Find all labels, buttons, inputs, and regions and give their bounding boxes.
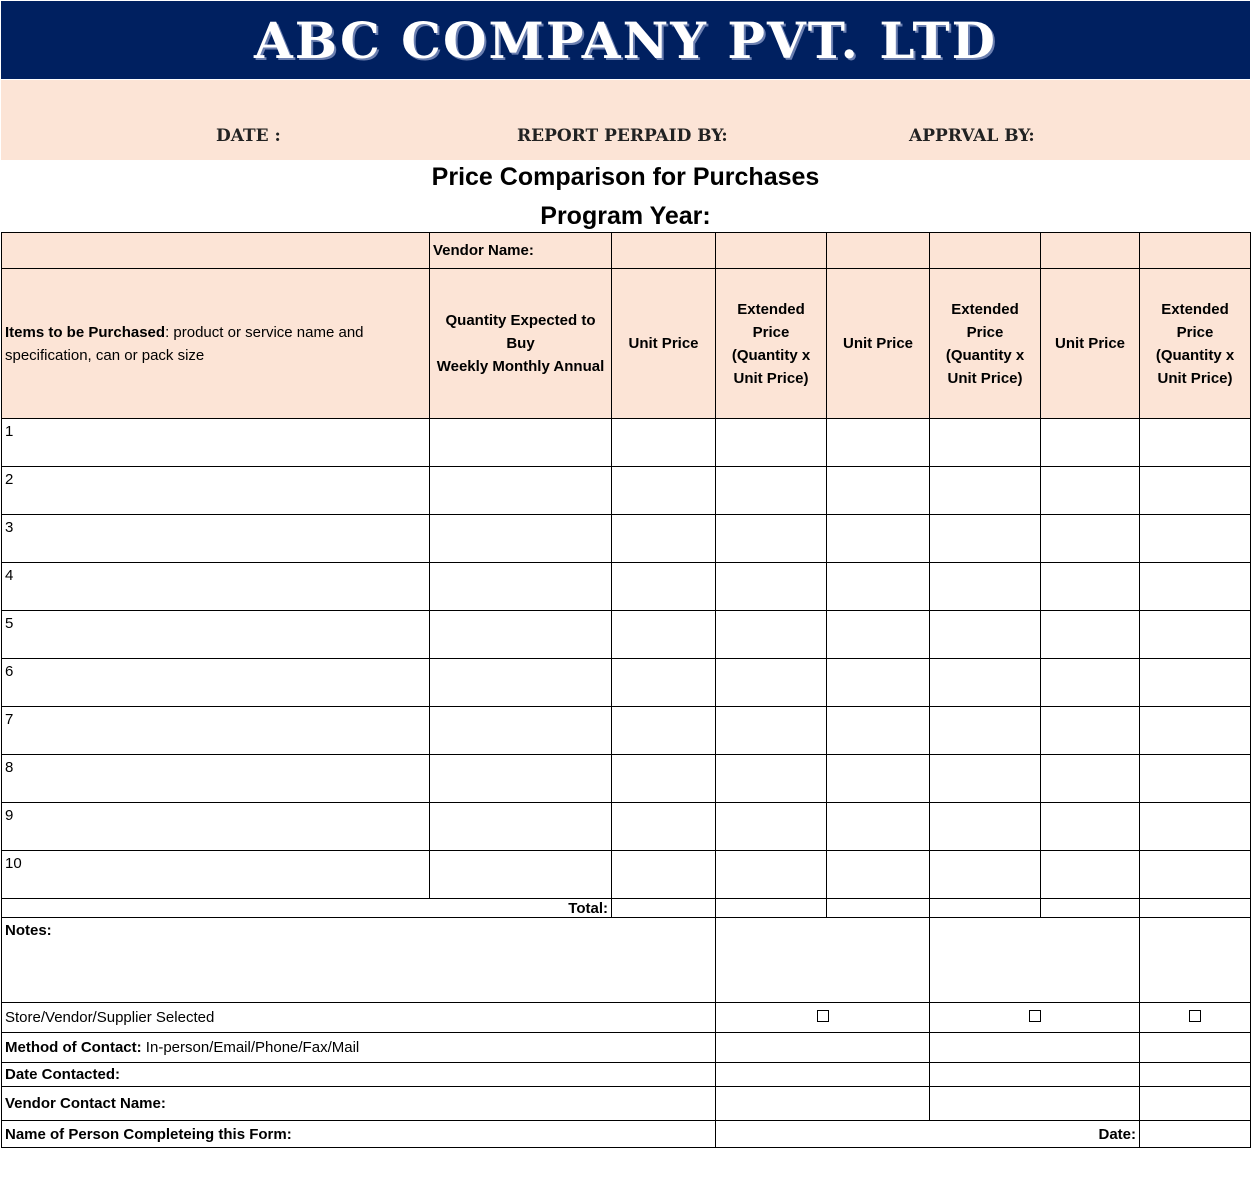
date-contacted-cell[interactable]: [1140, 1063, 1251, 1087]
extended-price-header: Extended Price (Quantity x Unit Price): [716, 269, 827, 419]
item-number[interactable]: 9: [2, 803, 430, 851]
item-cell[interactable]: [827, 803, 930, 851]
total-cell[interactable]: [930, 899, 1041, 918]
item-cell[interactable]: [930, 707, 1041, 755]
item-number[interactable]: 2: [2, 467, 430, 515]
item-cell[interactable]: [716, 563, 827, 611]
item-cell[interactable]: [1041, 755, 1140, 803]
item-number[interactable]: 7: [2, 707, 430, 755]
item-row: [2, 419, 1251, 467]
unit-price-header: Unit Price: [827, 269, 930, 419]
item-row: [2, 659, 1251, 707]
vendor-contact-row: [2, 1087, 1251, 1121]
item-row: [2, 563, 1251, 611]
item-cell[interactable]: [930, 611, 1041, 659]
item-cell[interactable]: [827, 611, 930, 659]
date-label: DATE :: [216, 126, 281, 146]
item-row: [2, 707, 1251, 755]
item-cell[interactable]: [1140, 851, 1251, 899]
item-number[interactable]: 8: [2, 755, 430, 803]
item-cell[interactable]: [430, 467, 612, 515]
item-number[interactable]: 10: [2, 851, 430, 899]
person-row: [2, 1121, 1251, 1148]
item-number[interactable]: 6: [2, 659, 430, 707]
person-label: Name of Person Completeing this Form:: [2, 1121, 716, 1148]
item-cell[interactable]: [827, 563, 930, 611]
item-cell[interactable]: [612, 851, 716, 899]
item-cell[interactable]: [1140, 419, 1251, 467]
item-cell[interactable]: [430, 563, 612, 611]
item-cell[interactable]: [827, 467, 930, 515]
vendor-name-cell[interactable]: [716, 233, 827, 269]
header-row: [2, 269, 1251, 419]
select-vendor-checkbox[interactable]: [1029, 1010, 1041, 1022]
item-row: [2, 467, 1251, 515]
item-cell[interactable]: [716, 419, 827, 467]
item-cell[interactable]: [1041, 851, 1140, 899]
meta-bar: [1, 80, 1250, 160]
item-cell[interactable]: [1041, 467, 1140, 515]
item-cell[interactable]: [1041, 659, 1140, 707]
price-comparison-table: [1, 232, 1251, 1148]
item-cell[interactable]: [716, 659, 827, 707]
item-cell[interactable]: [1140, 563, 1251, 611]
vendor-name-cell[interactable]: [612, 233, 716, 269]
date-contacted-cell[interactable]: [716, 1063, 930, 1087]
item-cell[interactable]: [430, 419, 612, 467]
page-subtitle: Program Year:: [540, 202, 711, 230]
item-cell[interactable]: [827, 851, 930, 899]
item-cell[interactable]: [430, 515, 612, 563]
item-row: [2, 803, 1251, 851]
method-cell[interactable]: [930, 1033, 1140, 1063]
vendor-name-cell[interactable]: [1140, 233, 1251, 269]
item-cell[interactable]: [930, 563, 1041, 611]
item-cell[interactable]: [930, 515, 1041, 563]
form-date-label: Date:: [716, 1121, 1140, 1148]
vendor-name-cell[interactable]: [827, 233, 930, 269]
item-cell[interactable]: [930, 851, 1041, 899]
vendor-name-cell[interactable]: [1041, 233, 1140, 269]
item-cell[interactable]: [612, 611, 716, 659]
item-number[interactable]: 1: [2, 419, 430, 467]
item-cell[interactable]: [716, 707, 827, 755]
item-cell[interactable]: [1140, 755, 1251, 803]
item-cell[interactable]: [612, 419, 716, 467]
vendor-contact-cell[interactable]: [716, 1087, 930, 1121]
item-cell[interactable]: [716, 611, 827, 659]
item-cell[interactable]: [612, 755, 716, 803]
item-cell[interactable]: [930, 419, 1041, 467]
quantity-header: Quantity Expected to Buy Weekly Monthly Annual: [430, 269, 612, 419]
page-title: Price Comparison for Purchases: [431, 163, 820, 191]
item-cell[interactable]: [430, 851, 612, 899]
item-row: [2, 611, 1251, 659]
item-row: [2, 515, 1251, 563]
item-number[interactable]: 5: [2, 611, 430, 659]
item-cell[interactable]: [430, 659, 612, 707]
item-cell[interactable]: [612, 563, 716, 611]
item-cell[interactable]: [1140, 467, 1251, 515]
item-cell[interactable]: [430, 755, 612, 803]
unit-price-header: Unit Price: [1041, 269, 1140, 419]
item-cell[interactable]: [716, 851, 827, 899]
item-cell[interactable]: [430, 707, 612, 755]
item-cell[interactable]: [827, 659, 930, 707]
item-cell[interactable]: [1140, 707, 1251, 755]
extended-price-header: Extended Price (Quantity x Unit Price): [1140, 269, 1251, 419]
item-cell[interactable]: [1041, 707, 1140, 755]
item-cell[interactable]: [612, 803, 716, 851]
company-banner: [1, 1, 1250, 79]
item-cell[interactable]: [930, 803, 1041, 851]
date-contacted-row: [2, 1063, 1251, 1087]
method-cell[interactable]: [716, 1033, 930, 1063]
unit-price-header: Unit Price: [612, 269, 716, 419]
total-cell[interactable]: [716, 899, 827, 918]
item-number[interactable]: 3: [2, 515, 430, 563]
item-cell[interactable]: [612, 707, 716, 755]
notes-cell[interactable]: [716, 918, 930, 1003]
item-cell[interactable]: [1041, 563, 1140, 611]
date-contacted-cell[interactable]: [930, 1063, 1140, 1087]
items-header: Items to be Purchased: product or service name and specification, can or pack size: [2, 269, 430, 419]
item-cell[interactable]: [716, 755, 827, 803]
company-name: ABC COMPANY PVT. LTD: [253, 10, 998, 70]
item-cell[interactable]: [430, 803, 612, 851]
item-number[interactable]: 4: [2, 563, 430, 611]
approval-label: APPRVAL BY:: [909, 126, 1035, 146]
item-cell[interactable]: [1041, 803, 1140, 851]
vendor-name-cell[interactable]: [930, 233, 1041, 269]
notes-row: [2, 918, 1251, 1003]
item-cell[interactable]: [716, 515, 827, 563]
vendor-name-row: [2, 233, 1251, 269]
item-cell[interactable]: [930, 755, 1041, 803]
total-label: Total:: [2, 899, 612, 918]
item-cell[interactable]: [1140, 803, 1251, 851]
form-date-cell[interactable]: [1140, 1121, 1251, 1148]
total-cell[interactable]: [1140, 899, 1251, 918]
item-cell[interactable]: [827, 419, 930, 467]
item-cell[interactable]: [716, 467, 827, 515]
item-cell[interactable]: [827, 755, 930, 803]
notes-cell[interactable]: [1140, 918, 1251, 1003]
item-cell[interactable]: [827, 707, 930, 755]
date-contacted-label: Date Contacted:: [2, 1063, 716, 1087]
item-cell[interactable]: [1041, 515, 1140, 563]
selected-label: Store/Vendor/Supplier Selected: [2, 1003, 716, 1033]
notes-cell[interactable]: [930, 918, 1140, 1003]
vendor-name-label: Vendor Name:: [430, 233, 612, 269]
total-cell[interactable]: [1041, 899, 1140, 918]
selected-row: [2, 1003, 1251, 1033]
item-cell[interactable]: [612, 659, 716, 707]
vendor-contact-cell[interactable]: [930, 1087, 1140, 1121]
item-cell[interactable]: [1041, 611, 1140, 659]
item-cell[interactable]: [612, 467, 716, 515]
method-label: Method of Contact: In-person/Email/Phone/Fax/Mail: [2, 1033, 716, 1063]
select-vendor-checkbox[interactable]: [1189, 1010, 1201, 1022]
extended-price-header: Extended Price (Quantity x Unit Price): [930, 269, 1041, 419]
method-row: [2, 1033, 1251, 1063]
item-cell[interactable]: [930, 467, 1041, 515]
item-cell[interactable]: [612, 515, 716, 563]
vendor-contact-cell[interactable]: [1140, 1087, 1251, 1121]
item-cell[interactable]: [930, 659, 1041, 707]
item-cell[interactable]: [1140, 515, 1251, 563]
item-cell[interactable]: [1140, 659, 1251, 707]
item-cell[interactable]: [827, 515, 930, 563]
method-cell[interactable]: [1140, 1033, 1251, 1063]
total-cell[interactable]: [827, 899, 930, 918]
item-row: [2, 755, 1251, 803]
notes-label: Notes:: [2, 918, 716, 1003]
select-vendor-checkbox[interactable]: [817, 1010, 829, 1022]
item-cell[interactable]: [430, 611, 612, 659]
total-row: [2, 899, 1251, 918]
prepared-by-label: REPORT PERPAID BY:: [517, 126, 728, 146]
item-cell[interactable]: [1140, 611, 1251, 659]
item-cell[interactable]: [716, 803, 827, 851]
item-row: [2, 851, 1251, 899]
total-cell[interactable]: [612, 899, 716, 918]
item-cell[interactable]: [1041, 419, 1140, 467]
vendor-contact-label: Vendor Contact Name:: [2, 1087, 716, 1121]
